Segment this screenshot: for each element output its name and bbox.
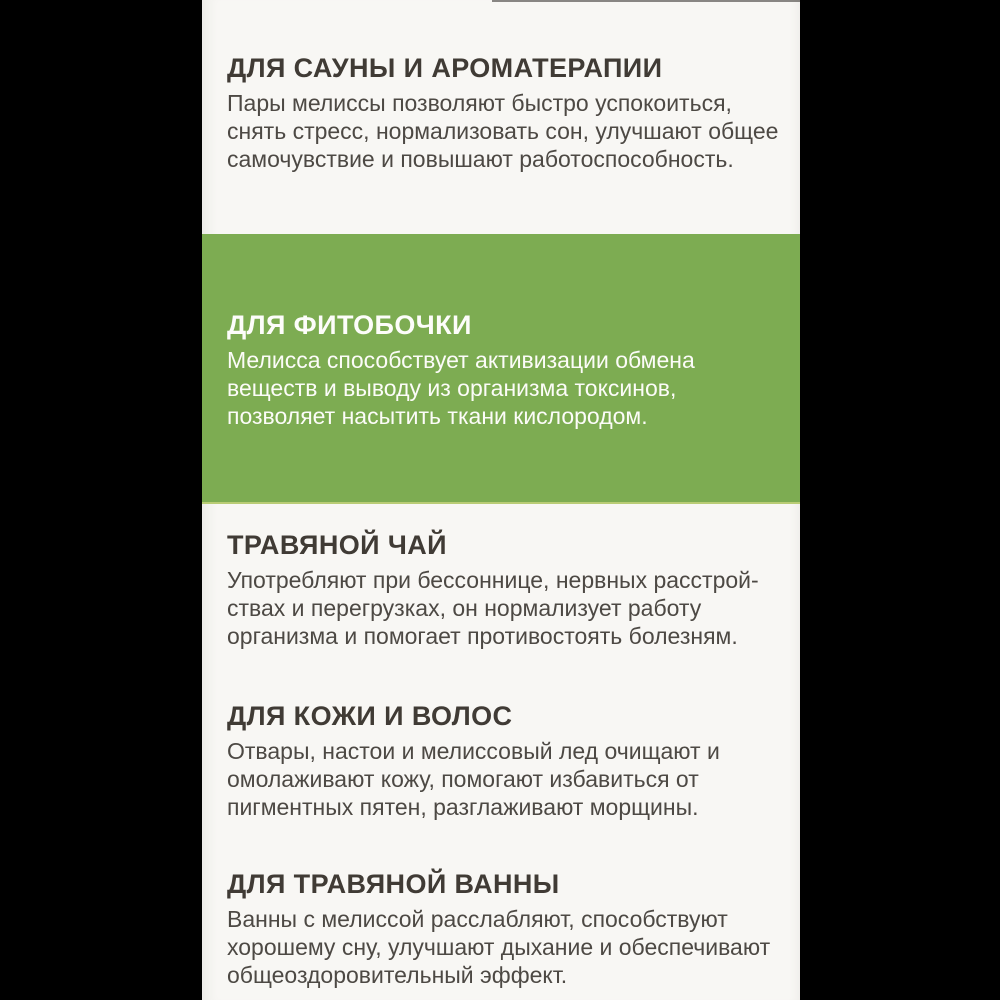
body-line: ствах и перегрузках, он нормализует работу bbox=[227, 595, 702, 621]
card-top-edge-artifact bbox=[492, 0, 800, 2]
body-line: самочувствие и повышают работоспособность. bbox=[227, 146, 734, 172]
body-line: хорошему сну, улучшают дыхание и обеспечивают bbox=[227, 934, 771, 960]
section-heading: ДЛЯ САУНЫ И АРОМАТЕРАПИИ bbox=[227, 53, 663, 83]
section-body bbox=[227, 566, 790, 650]
body-line: пигментных пятен, разглаживают морщины. bbox=[227, 794, 699, 820]
section-sauna-aromatherapy bbox=[202, 0, 800, 173]
body-line: Пары мелиссы позволяют быстро успокоиться, bbox=[227, 90, 732, 116]
section-herbal-bath bbox=[202, 821, 800, 989]
body-line: веществ и выводу из организма токсинов, bbox=[227, 375, 677, 401]
body-line: общеоздоровительный эффект. bbox=[227, 962, 568, 988]
product-info-card bbox=[202, 0, 800, 1000]
section-heading: ДЛЯ ФИТОБОЧКИ bbox=[227, 310, 472, 340]
section-skin-hair bbox=[202, 650, 800, 821]
body-line: омолаживают кожу, помогают избавиться от bbox=[227, 766, 699, 792]
section-heading: ДЛЯ ТРАВЯНОЙ ВАННЫ bbox=[227, 869, 560, 899]
body-line: Отвары, настои и мелиссовый лед очищают и bbox=[227, 738, 720, 764]
body-line: Ванны с мелиссой расслабляют, способствуют bbox=[227, 906, 728, 932]
section-body bbox=[227, 737, 790, 821]
section-body bbox=[227, 905, 790, 989]
body-line: Употребляют при бессоннице, нервных расстрой- bbox=[227, 567, 759, 593]
section-heading: ДЛЯ КОЖИ И ВОЛОС bbox=[227, 701, 513, 731]
section-heading: ТРАВЯНОЙ ЧАЙ bbox=[227, 530, 447, 560]
body-line: позволяет насытить ткани кислородом. bbox=[227, 403, 648, 429]
section-body bbox=[227, 89, 790, 173]
body-line: Мелисса способствует активизации обмена bbox=[227, 347, 695, 373]
section-herbal-tea bbox=[202, 504, 800, 650]
body-line: организма и помогает противостоять болезням. bbox=[227, 623, 738, 649]
section-fitobochka-highlight-band bbox=[202, 234, 800, 504]
body-line: снять стресс, нормализовать сон, улучшают общее bbox=[227, 118, 779, 144]
section-body bbox=[227, 346, 790, 430]
